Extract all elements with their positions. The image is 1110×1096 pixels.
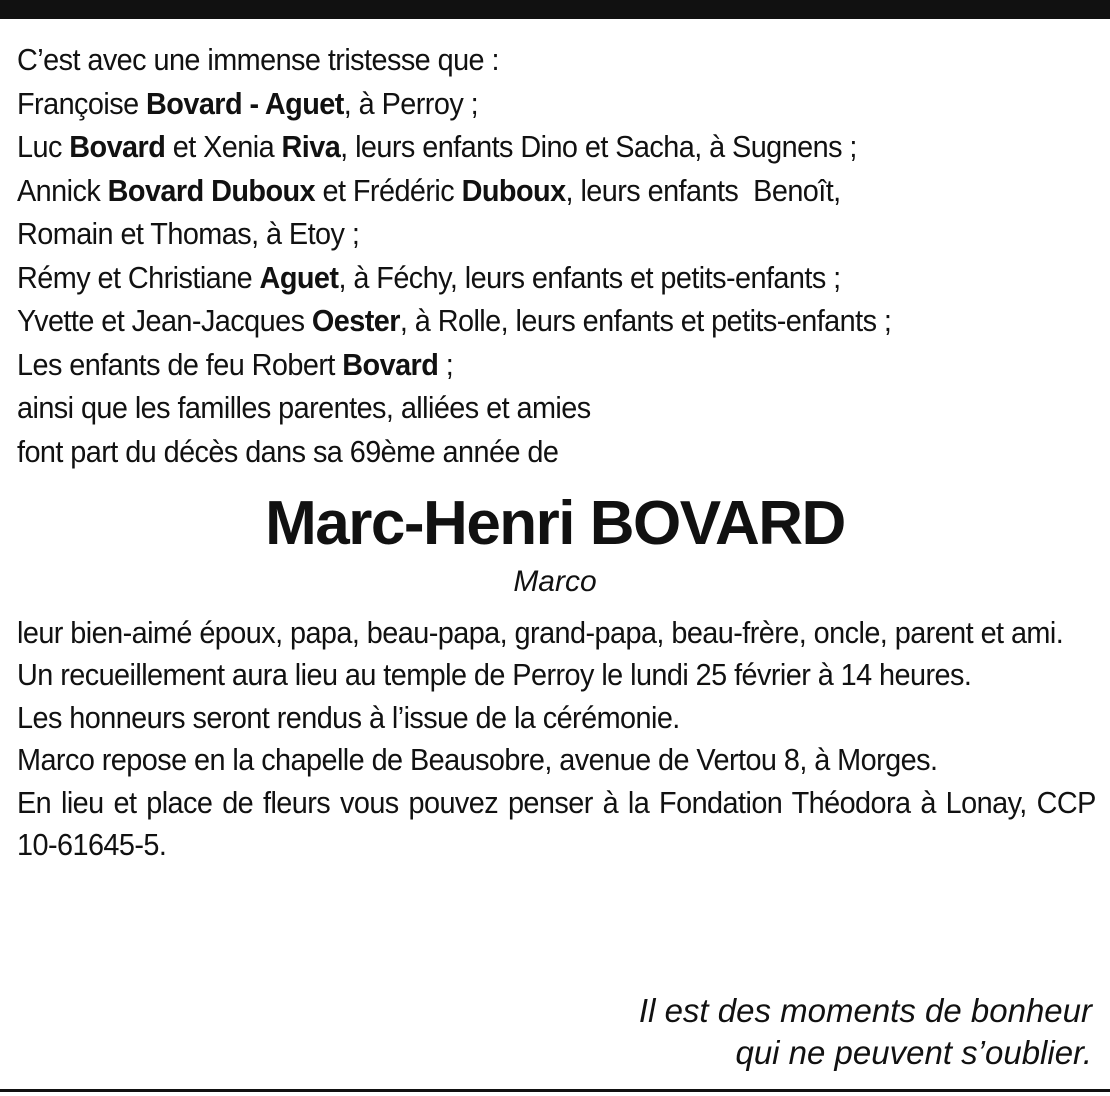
family-surname: Bovard — [342, 346, 439, 382]
family-line-francoise: Françoise Bovard - Aguet, à Perroy ; — [17, 85, 479, 121]
family-line-relatives: ainsi que les familles parentes, alliées et amies — [17, 390, 591, 425]
family-line-robert: Les enfants de feu Robert Bovard ; — [17, 346, 454, 382]
family-line-remy: Rémy et Christiane Aguet, à Féchy, leurs enfants et petits-enfants ; — [17, 259, 841, 295]
family-surname: Aguet — [259, 259, 339, 295]
family-surname: Riva — [281, 129, 341, 164]
deceased-nickname: Marco — [513, 565, 597, 598]
family-surname: Oester — [311, 303, 400, 338]
family-line-yvette: Yvette et Jean-Jacques Oester, à Rolle, leurs enfants et petits-enfants ; — [17, 303, 892, 338]
announcement-line: font part du décès dans sa 69ème année de — [17, 433, 559, 469]
family-surname: Bovard - Aguet — [146, 85, 344, 121]
closing-line: qui ne peuvent s’oublier. — [735, 1034, 1092, 1071]
family-line-annick-cont: Romain et Thomas, à Etoy ; — [17, 216, 360, 251]
rest-place-paragraph: Marco repose en la chapelle de Beausobre, avenue de Vertou 8, à Morges. — [17, 742, 938, 778]
family-surname: Bovard — [69, 129, 166, 164]
donation-paragraph: En lieu et place de fleurs vous pouvez penser à la Fondation Théodora à Lonay, CCP 10-61645-5. — [17, 784, 1096, 863]
top-border-rule — [0, 0, 1110, 19]
honours-paragraph: Les honneurs seront rendus à l’issue de la cérémonie. — [17, 699, 680, 735]
family-surname: Bovard Duboux — [107, 172, 316, 208]
intro-line: C’est avec une immense tristesse que : — [17, 42, 499, 77]
ceremony-paragraph: Un recueillement aura lieu au temple de Perroy le lundi 25 février à 14 heures. — [17, 657, 972, 693]
closing-line: Il est des moments de bonheur — [638, 992, 1092, 1029]
deceased-name: Marc-Henri BOVARD — [265, 489, 845, 558]
bottom-border-rule — [0, 1089, 1110, 1092]
family-surname: Duboux — [461, 172, 566, 208]
closing-quote — [492, 990, 1092, 1074]
obituary-body — [17, 612, 1096, 866]
relation-paragraph: leur bien-aimé époux, papa, beau-papa, grand-papa, beau-frère, oncle, parent et ami. — [17, 615, 1064, 650]
family-line-annick: Annick Bovard Duboux et Frédéric Duboux, leurs enfants Benoît, — [17, 172, 841, 208]
family-announcement — [17, 38, 1018, 473]
family-line-luc: Luc Bovard et Xenia Riva, leurs enfants Dino et Sacha, à Sugnens ; — [17, 129, 857, 164]
